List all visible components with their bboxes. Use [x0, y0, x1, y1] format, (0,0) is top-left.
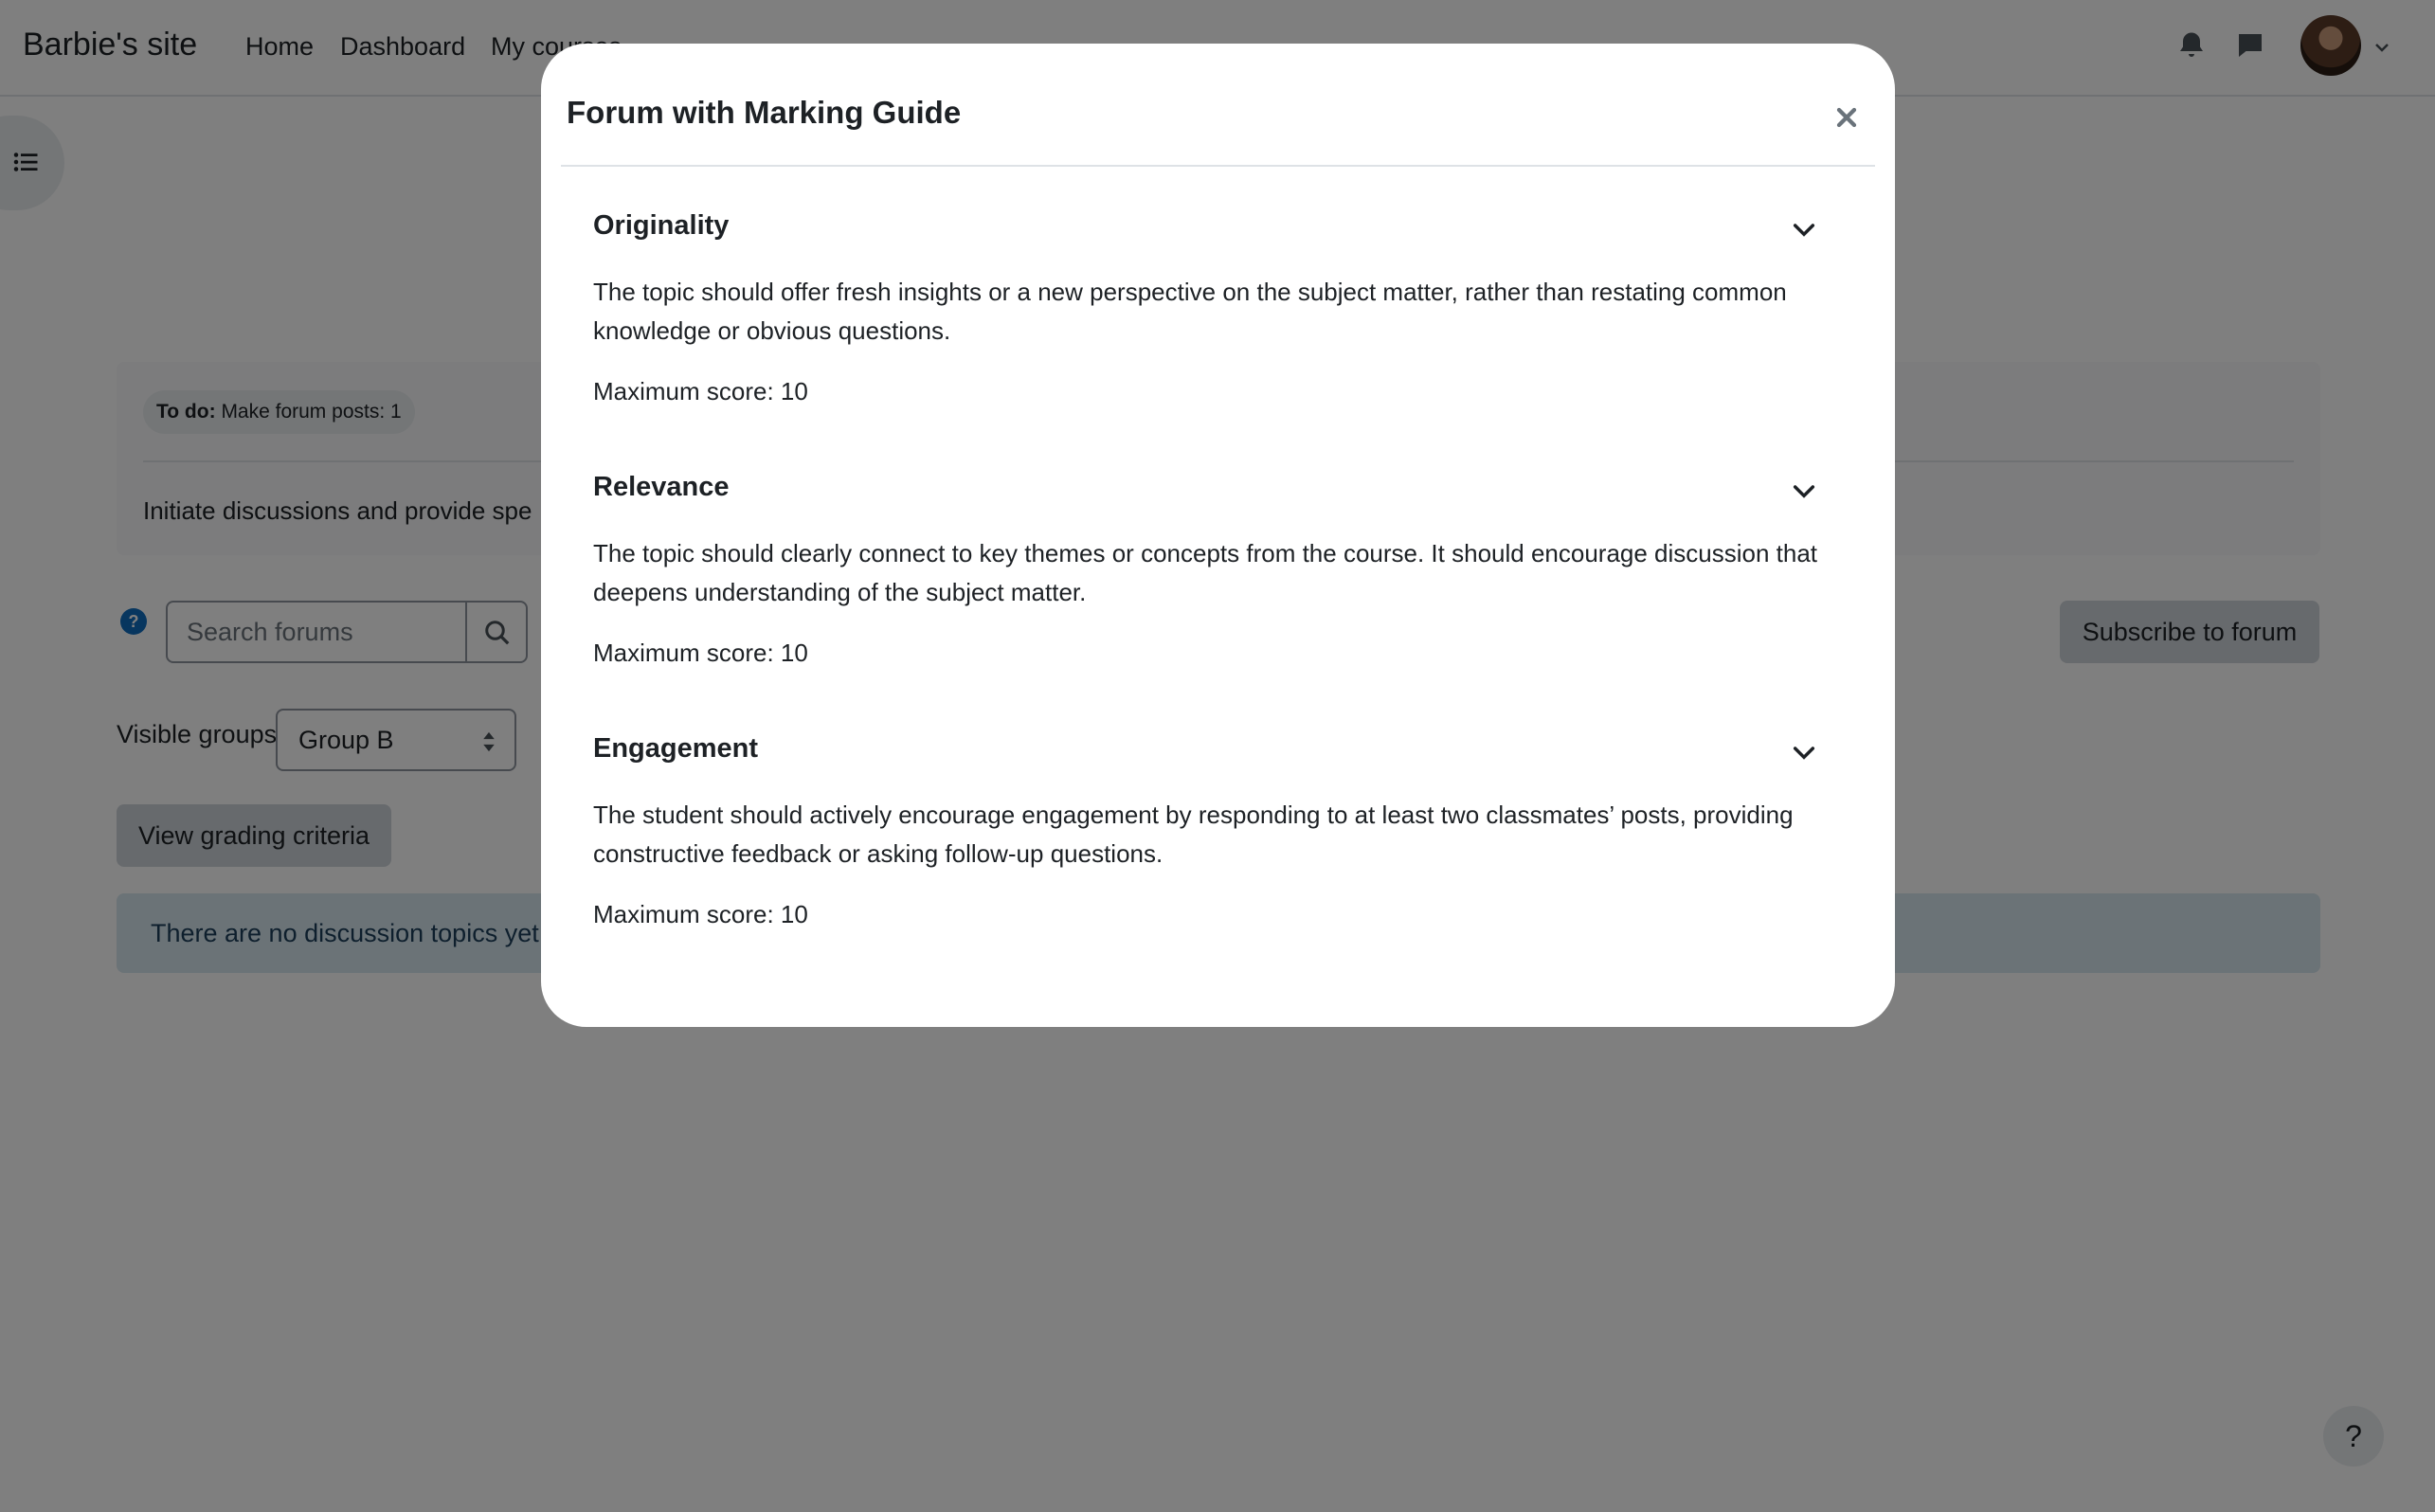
chevron-down-icon[interactable]: [1789, 214, 1819, 244]
criterion-name: Relevance: [593, 472, 730, 502]
criterion-max-score: Maximum score: 10: [593, 377, 808, 405]
modal-title: Forum with Marking Guide: [567, 95, 962, 130]
criterion-description: The student should actively encourage engagement by responding to at least two classmates’ posts, providing constructive feedback or asking follow-up questions.: [593, 801, 1794, 868]
modal-divider: [561, 165, 1875, 167]
close-icon[interactable]: [1831, 102, 1862, 133]
chevron-down-icon[interactable]: [1789, 737, 1819, 767]
criterion-description: The topic should offer fresh insights or a new perspective on the subject matter, rather than restating common knowledge or obvious questions.: [593, 278, 1787, 345]
criterion-name: Engagement: [593, 733, 759, 764]
chevron-down-icon[interactable]: [1789, 476, 1819, 506]
criterion-name: Originality: [593, 210, 730, 241]
criterion-max-score: Maximum score: 10: [593, 639, 808, 667]
criterion-description: The topic should clearly connect to key themes or concepts from the course. It should encourage discussion that deepens understanding of the subject matter.: [593, 539, 1818, 606]
marking-guide-modal: [541, 44, 1895, 1027]
criterion-max-score: Maximum score: 10: [593, 900, 808, 928]
